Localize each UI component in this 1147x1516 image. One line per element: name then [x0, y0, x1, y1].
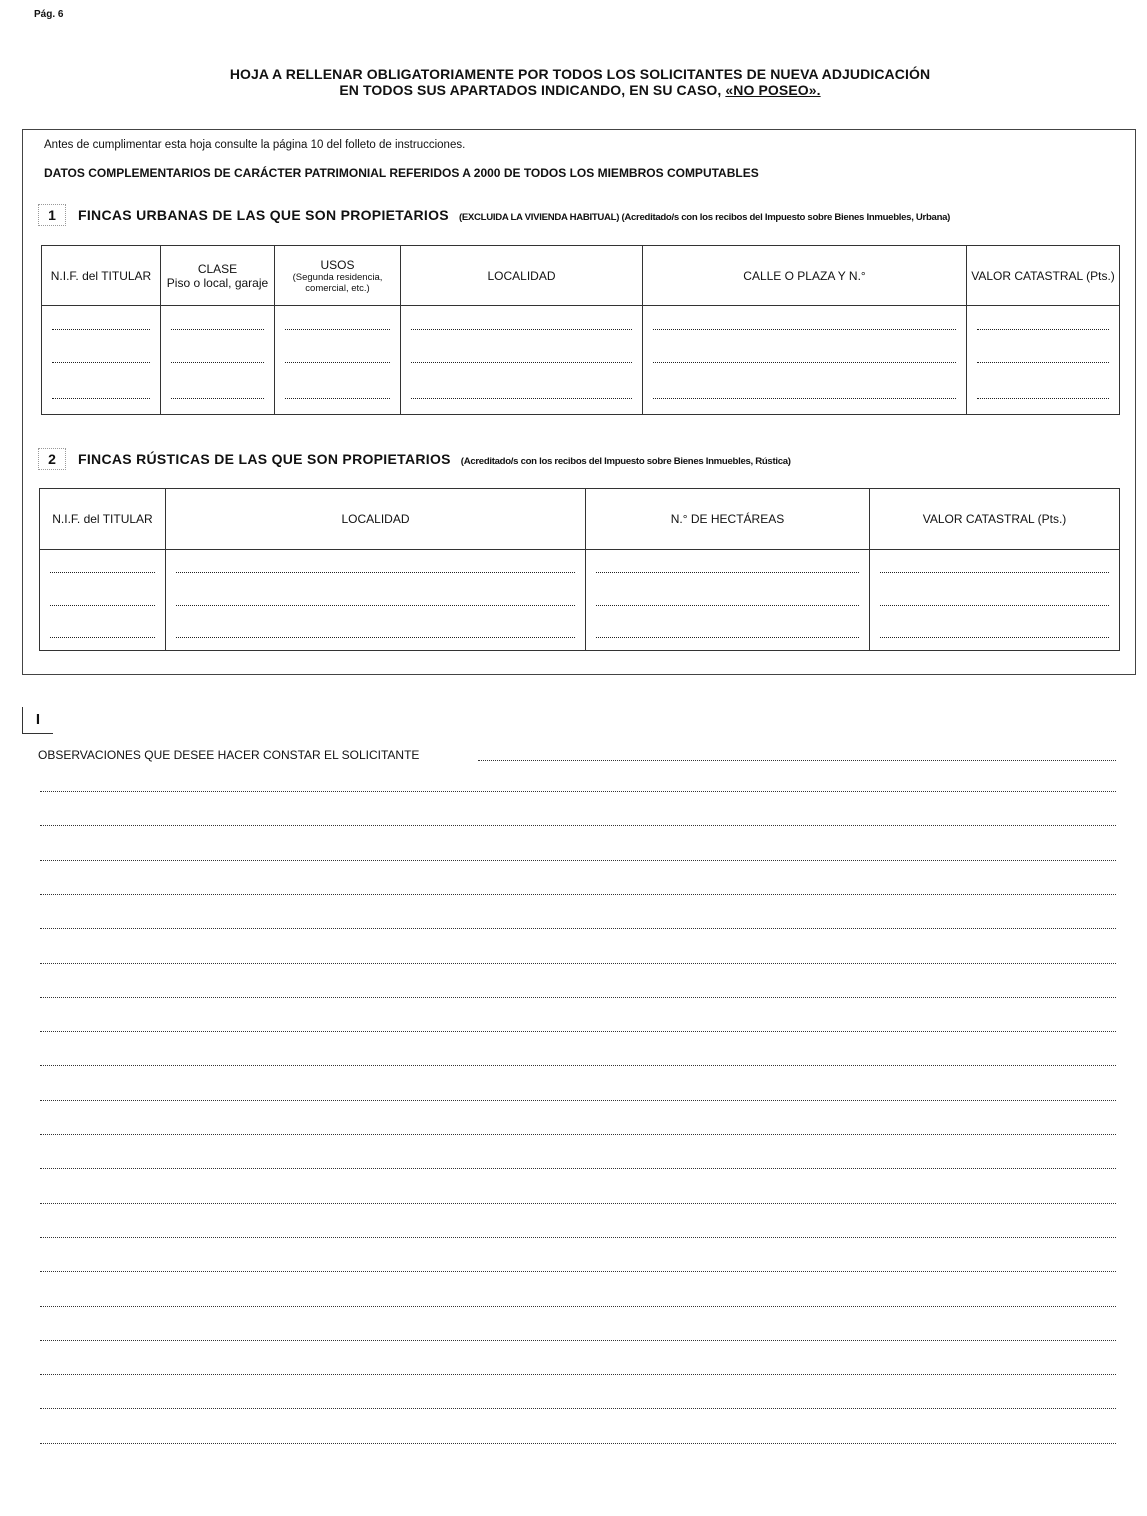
dotted-line	[171, 328, 264, 330]
observaciones-line[interactable]	[40, 963, 1116, 964]
section-1-note: (EXCLUIDA LA VIVIENDA HABITUAL) (Acreditado/s con los recibos del Impuesto sobre Bienes Inmuebles, Urbana)	[458, 212, 951, 223]
nif-field[interactable]	[42, 306, 161, 342]
intro-text: Antes de cumplimentar esta hoja consulte la página 10 del folleto de instrucciones.	[44, 139, 466, 151]
title-line-1: HOJA A RELLENAR OBLIGATORIAMENTE POR TODOS LOS SOLICITANTES DE NUEVA ADJUDICACIÓN	[229, 66, 931, 82]
col-header-valor: VALOR CATASTRAL (Pts.)	[967, 246, 1120, 306]
dotted-line	[52, 397, 150, 399]
observaciones-line[interactable]	[40, 1134, 1116, 1135]
dotted-line	[50, 571, 155, 573]
hectareas-field[interactable]	[586, 615, 870, 651]
usos-field[interactable]	[275, 306, 401, 342]
localidad-field[interactable]	[401, 342, 643, 372]
table-row	[40, 550, 1120, 585]
col-header-clase-title: CLASE	[197, 261, 238, 276]
clase-field[interactable]	[161, 306, 275, 342]
section-2-note: (Acreditado/s con los recibos del Impuesto sobre Bienes Inmuebles, Rústica)	[460, 456, 791, 467]
table-row	[42, 372, 1120, 415]
valor-field[interactable]	[967, 372, 1120, 415]
nif-field[interactable]	[40, 550, 166, 585]
nif-field[interactable]	[42, 342, 161, 372]
dotted-line	[411, 397, 632, 399]
localidad-field[interactable]	[166, 615, 586, 651]
dotted-line	[977, 328, 1109, 330]
valor-field[interactable]	[870, 550, 1120, 585]
calle-field[interactable]	[643, 306, 967, 342]
observaciones-line[interactable]	[40, 1168, 1116, 1169]
table-row	[40, 615, 1120, 651]
calle-field[interactable]	[643, 372, 967, 415]
dotted-line	[285, 397, 390, 399]
col-header-clase	[161, 246, 275, 306]
localidad-field[interactable]	[401, 306, 643, 342]
urban-properties-table	[41, 245, 1120, 415]
page-title	[0, 66, 1147, 98]
observaciones-label: OBSERVACIONES QUE DESEE HACER CONSTAR EL SOLICITANTE	[38, 748, 420, 762]
localidad-field[interactable]	[401, 372, 643, 415]
section-2-heading	[38, 448, 791, 470]
section-2-title: FINCAS RÚSTICAS DE LAS QUE SON PROPIETARIOS	[78, 451, 451, 467]
dotted-line	[285, 361, 390, 363]
dotted-line	[176, 636, 575, 638]
observaciones-line[interactable]	[40, 791, 1116, 792]
col-header-usos	[275, 246, 401, 306]
usos-field[interactable]	[275, 372, 401, 415]
observaciones-line[interactable]	[40, 1374, 1116, 1375]
dotted-line	[880, 571, 1109, 573]
col-header-localidad: LOCALIDAD	[166, 489, 586, 550]
col-header-hectareas: N.° DE HECTÁREAS	[586, 489, 870, 550]
dotted-line	[50, 636, 155, 638]
nif-field[interactable]	[40, 585, 166, 615]
section-1-heading	[38, 204, 950, 226]
observaciones-line[interactable]	[40, 1306, 1116, 1307]
dotted-line	[977, 397, 1109, 399]
hectareas-field[interactable]	[586, 550, 870, 585]
observaciones-line[interactable]	[40, 1100, 1116, 1101]
col-header-nif: N.I.F. del TITULAR	[42, 246, 161, 306]
clase-field[interactable]	[161, 342, 275, 372]
hectareas-field[interactable]	[586, 585, 870, 615]
dotted-line	[653, 328, 956, 330]
observaciones-line[interactable]	[40, 1408, 1116, 1409]
table-row	[42, 306, 1120, 342]
dotted-line	[52, 361, 150, 363]
dotted-line	[171, 361, 264, 363]
dotted-line	[653, 361, 956, 363]
page-number: Pág. 6	[34, 9, 64, 20]
dotted-line	[171, 397, 264, 399]
col-header-calle: CALLE O PLAZA Y N.°	[643, 246, 967, 306]
dotted-line	[880, 604, 1109, 606]
observaciones-line[interactable]	[40, 825, 1116, 826]
col-header-valor: VALOR CATASTRAL (Pts.)	[870, 489, 1120, 550]
observaciones-line[interactable]	[40, 1443, 1116, 1444]
dotted-line	[596, 636, 859, 638]
calle-field[interactable]	[643, 342, 967, 372]
table-row	[40, 585, 1120, 615]
dotted-line	[596, 571, 859, 573]
valor-field[interactable]	[870, 585, 1120, 615]
col-header-usos-title: USOS	[320, 257, 355, 272]
dotted-line	[52, 328, 150, 330]
observaciones-line[interactable]	[40, 894, 1116, 895]
title-line-2	[0, 82, 1147, 98]
section-subtitle: DATOS COMPLEMENTARIOS DE CARÁCTER PATRIMONIAL REFERIDOS A 2000 DE TODOS LOS MIEMBROS COMPUTABLES	[44, 166, 759, 180]
dotted-line	[596, 604, 859, 606]
observaciones-line[interactable]	[40, 997, 1116, 998]
valor-field[interactable]	[967, 342, 1120, 372]
observaciones-line[interactable]	[40, 928, 1116, 929]
dotted-line	[411, 328, 632, 330]
localidad-field[interactable]	[166, 550, 586, 585]
dotted-line	[880, 636, 1109, 638]
valor-field[interactable]	[870, 615, 1120, 651]
dotted-line	[176, 571, 575, 573]
dotted-line	[176, 604, 575, 606]
section-1-number: 1	[38, 204, 66, 226]
observaciones-line[interactable]	[40, 1203, 1116, 1204]
dotted-line	[653, 397, 956, 399]
no-poseo-text: «NO POSEO».	[725, 82, 821, 98]
valor-field[interactable]	[967, 306, 1120, 342]
section-i-label: I	[22, 707, 53, 734]
nif-field[interactable]	[40, 615, 166, 651]
observaciones-line[interactable]	[40, 1065, 1116, 1066]
observaciones-line[interactable]	[40, 1271, 1116, 1272]
observaciones-line[interactable]	[40, 1340, 1116, 1341]
col-header-usos-sub: (Segunda residencia, comercial, etc.)	[292, 271, 383, 294]
observaciones-line[interactable]	[40, 1237, 1116, 1238]
col-header-nif: N.I.F. del TITULAR	[40, 489, 166, 550]
clase-field[interactable]	[161, 372, 275, 415]
localidad-field[interactable]	[166, 585, 586, 615]
dotted-line	[977, 361, 1109, 363]
dotted-line	[50, 604, 155, 606]
dotted-line	[411, 361, 632, 363]
observaciones-line[interactable]	[40, 860, 1116, 861]
col-header-localidad: LOCALIDAD	[401, 246, 643, 306]
dotted-line	[285, 328, 390, 330]
col-header-clase-sub: Piso o local, garaje	[166, 275, 269, 290]
title-line-2-prefix: EN TODOS SUS APARTADOS INDICANDO, EN SU CASO,	[339, 82, 726, 98]
rural-properties-table	[39, 488, 1120, 651]
observaciones-line[interactable]	[40, 1031, 1116, 1032]
table-row	[42, 342, 1120, 372]
usos-field[interactable]	[275, 342, 401, 372]
nif-field[interactable]	[42, 372, 161, 415]
section-2-number: 2	[38, 448, 66, 470]
observaciones-first-line[interactable]	[478, 760, 1116, 761]
section-1-title: FINCAS URBANAS DE LAS QUE SON PROPIETARIOS	[78, 207, 449, 223]
